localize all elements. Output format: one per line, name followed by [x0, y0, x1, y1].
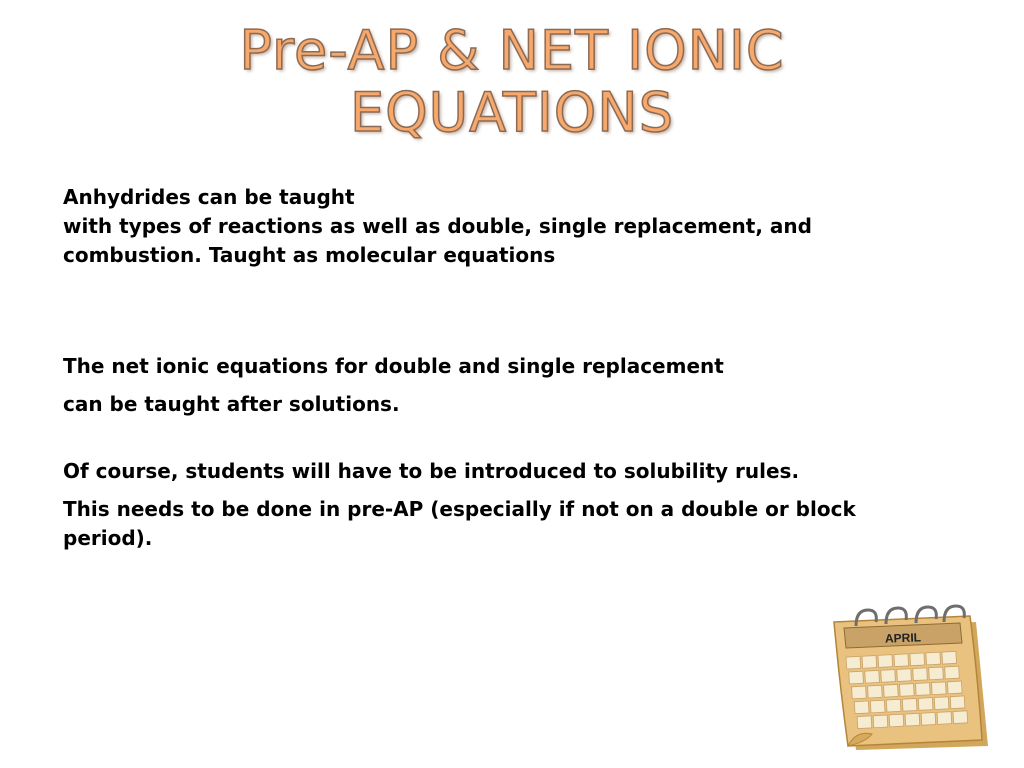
- slide-title-line-2: EQUATIONS: [350, 81, 674, 144]
- paragraph-anhydrides-line-2: with types of reactions as well as double, single replacement, and combustion. Taught as molecular equations: [63, 214, 812, 267]
- calendar-month-label: APRIL: [884, 630, 922, 646]
- paragraph-solubility-rules: Of course, students will have to be introduced to solubility rules.: [63, 459, 800, 483]
- calendar-icon: [826, 598, 994, 754]
- slide-body: [63, 183, 943, 553]
- paragraph-after-solutions: can be taught after solutions.: [63, 392, 400, 416]
- paragraph-pre-ap: This needs to be done in pre-AP (especially if not on a double or block period).: [63, 497, 856, 550]
- paragraph-anhydrides: [63, 183, 943, 270]
- calendar-grid: [846, 651, 968, 729]
- paragraph-net-ionic: The net ionic equations for double and single replacement: [63, 354, 724, 378]
- slide-title: [100, 20, 924, 144]
- paragraph-anhydrides-line-1: Anhydrides can be taught: [63, 185, 355, 209]
- slide-title-line-1: Pre-AP & NET IONIC: [239, 19, 785, 82]
